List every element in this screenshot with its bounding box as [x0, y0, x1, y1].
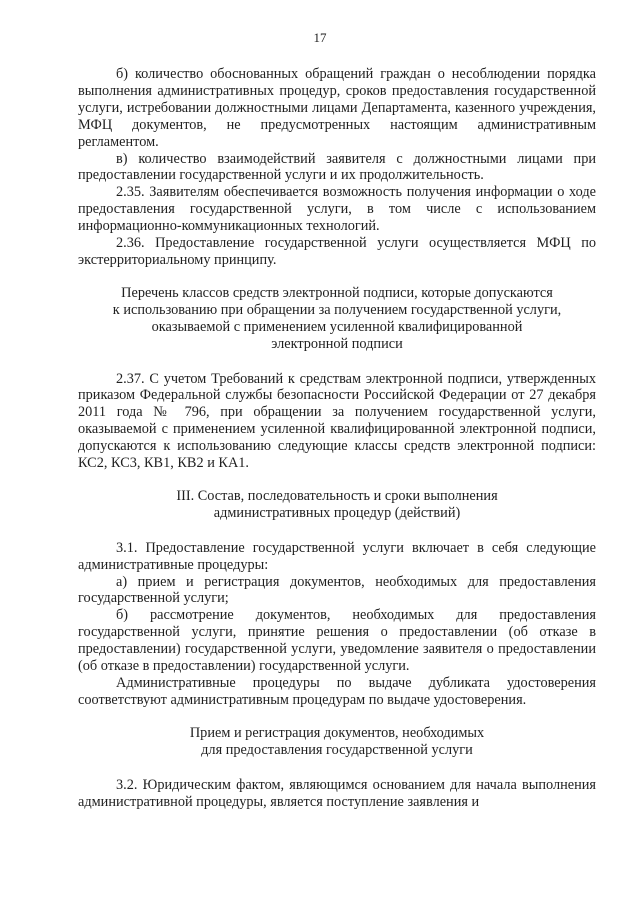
- heading-line: для предоставления государственной услуги: [201, 741, 473, 758]
- paragraph: а) прием и регистрация документов, необходимых для предоставления государственной услуги;: [78, 573, 596, 607]
- paragraph: 2.35. Заявителям обеспечивается возможность получения информации о ходе предоставления государственной услуги, в том числе с использованием информационно-коммуникационных технологий.: [78, 184, 596, 235]
- paragraph: Административные процедуры по выдаче дубликата удостоверения соответствуют административным процедурам по выдаче удостоверения.: [78, 675, 596, 708]
- paragraph: б) количество обоснованных обращений граждан о несоблюдении порядка выполнения административных процедур, сроков предоставления государственной услуги, истребовании должностными лицами Департамента, казенного учреждения, МФЦ документов, не предусмотренных настоящим административным регламентом.: [78, 66, 596, 150]
- document-body: [78, 66, 596, 810]
- heading-line: административных процедур (действий): [213, 504, 461, 521]
- heading-line: Прием и регистрация документов, необходимых: [189, 724, 485, 741]
- section-heading: [78, 285, 596, 353]
- paragraph: в) количество взаимодействий заявителя с должностными лицами при предоставлении государственной услуги и их продолжительность.: [78, 150, 596, 184]
- paragraph: 2.36. Предоставление государственной услуги осуществляется МФЦ по экстерриториальному принципу.: [78, 235, 596, 268]
- section-heading: [78, 725, 596, 759]
- paragraph: 3.1. Предоставление государственной услуги включает в себя следующие административные процедуры:: [78, 539, 596, 573]
- heading-line: Перечень классов средств электронной подписи, которые допускаются: [121, 284, 553, 301]
- heading-line: к использованию при обращении за получением государственной услуги,: [112, 301, 562, 318]
- heading-line: III. Состав, последовательность и сроки выполнения: [176, 487, 498, 504]
- heading-line: электронной подписи: [271, 335, 403, 352]
- paragraph: 2.37. С учетом Требований к средствам электронной подписи, утвержденных приказом Федеральной службы безопасности Российской Федерации от 27 декабря 2011 года № 796, при обращении за получением государственной услуги, оказываемой с применением усиленной квалифицированной электронной подписи, допускаются к использованию следующие классы средств электронной подписи: КС2, КС3, КВ1, КВ2 и КА1.: [78, 370, 596, 472]
- paragraph: 3.2. Юридическим фактом, являющимся основанием для начала выполнения административной процедуры, является поступление заявления и: [78, 776, 596, 810]
- page-number: 17: [313, 30, 327, 45]
- section-heading: [78, 488, 596, 522]
- paragraph: б) рассмотрение документов, необходимых для предоставления государственной услуги, принятие решения о предоставлении (об отказе в предоставлении) государственной услуги, уведомление заявителя о предоставлении (об отказе в предоставлении) государственной услуги.: [78, 607, 596, 675]
- heading-line: оказываемой с применением усиленной квалифицированной: [151, 318, 523, 335]
